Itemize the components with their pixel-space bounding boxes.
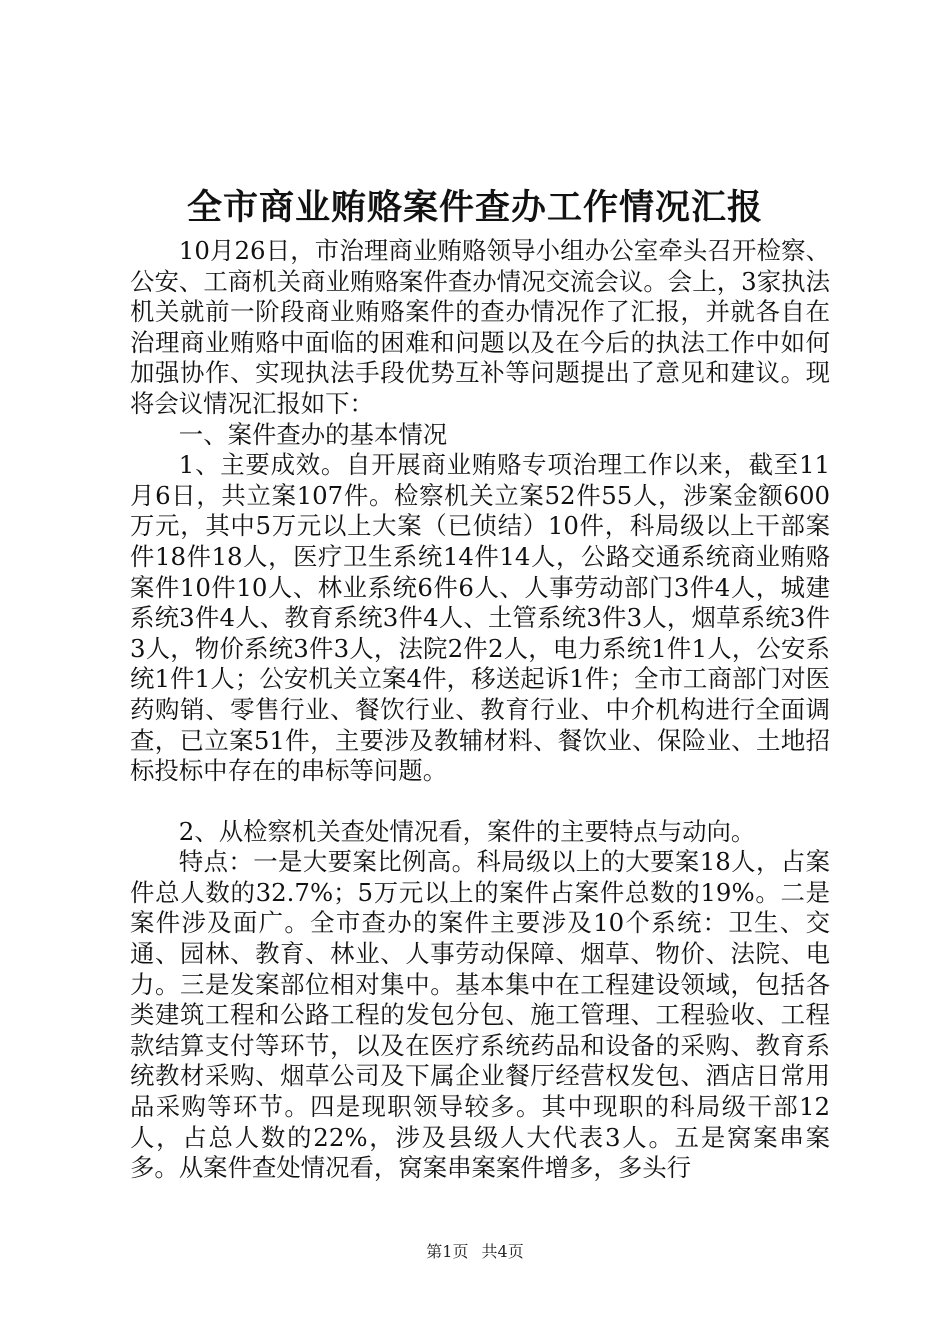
paragraph-subheading: 2、从检察机关查处情况看，案件的主要特点与动向。 bbox=[178, 816, 756, 846]
paragraph-spacer bbox=[130, 787, 830, 817]
document-title: 全市商业贿赂案件查办工作情况汇报 bbox=[186, 187, 763, 228]
page-total: 共4页 bbox=[481, 1242, 524, 1261]
paragraph-intro: 10月26日，市治理商业贿赂领导小组办公室牵头召开检察、公安、工商机关商业贿赂案件查办情况交流会议。会上，3家执法机关就前一阶段商业贿赂案件的查办情况作了汇报，并就各自在治理商业贿赂中面临的困难和问题以及在今后的执法工作中如何加强协作、实现执法手段优势互补等问题提出了意见和建议。现将会议情况汇报如下： bbox=[130, 236, 830, 418]
section-heading: 一、案件查办的基本情况 bbox=[178, 419, 448, 449]
paragraph-results: 1、主要成效。自开展商业贿赂专项治理工作以来，截至11月6日，共立案107件。检察机关立案52件55人，涉案金额600万元，其中5万元以上大案（已侦结）10件，科局级以上干部案件18件18人，医疗卫生系统14件14人，公路交通系统商业贿赂案件10件10人、林业系统6件6人、人事劳动部门3件4人，城建系统3件4人、教育系统3件4人、土管系统3件3人，烟草系统3件3人，物价系统3件3人，法院2件2人，电力系统1件1人，公安系统1件1人；公安机关立案4件，移送起诉1件；全市工商部门对医药购销、零售行业、餐饮行业、教育行业、中介机构进行全面调查，已立案51件，主要涉及教辅材料、餐饮业、保险业、土地招标投标中存在的串标等问题。 bbox=[130, 450, 830, 786]
page-footer bbox=[0, 1240, 950, 1264]
paragraph-features: 特点：一是大要案比例高。科局级以上的大要案18人，占案件总人数的32.7%；5万元以上的案件占案件总数的19%。二是案件涉及面广。全市查办的案件主要涉及10个系统：卫生、交通、园林、教育、林业、人事劳动保障、烟草、物价、法院、电力。三是发案部位相对集中。基本集中在工程建设领域，包括各类建筑工程和公路工程的发包分包、施工管理、工程验收、工程款结算支付等环节，以及在医疗系统药品和设备的采购、教育系统教材采购、烟草公司及下属企业餐厅经营权发包、酒店日常用品采购等环节。四是现职领导较多。其中现职的科局级干部12人，占总人数的22%，涉及县级人大代表3人。五是窝案串案多。从案件查处情况看，窝案串案案件增多，多头行 bbox=[130, 847, 830, 1183]
page-number: 第1页 bbox=[426, 1242, 469, 1261]
document-body bbox=[130, 236, 830, 1184]
